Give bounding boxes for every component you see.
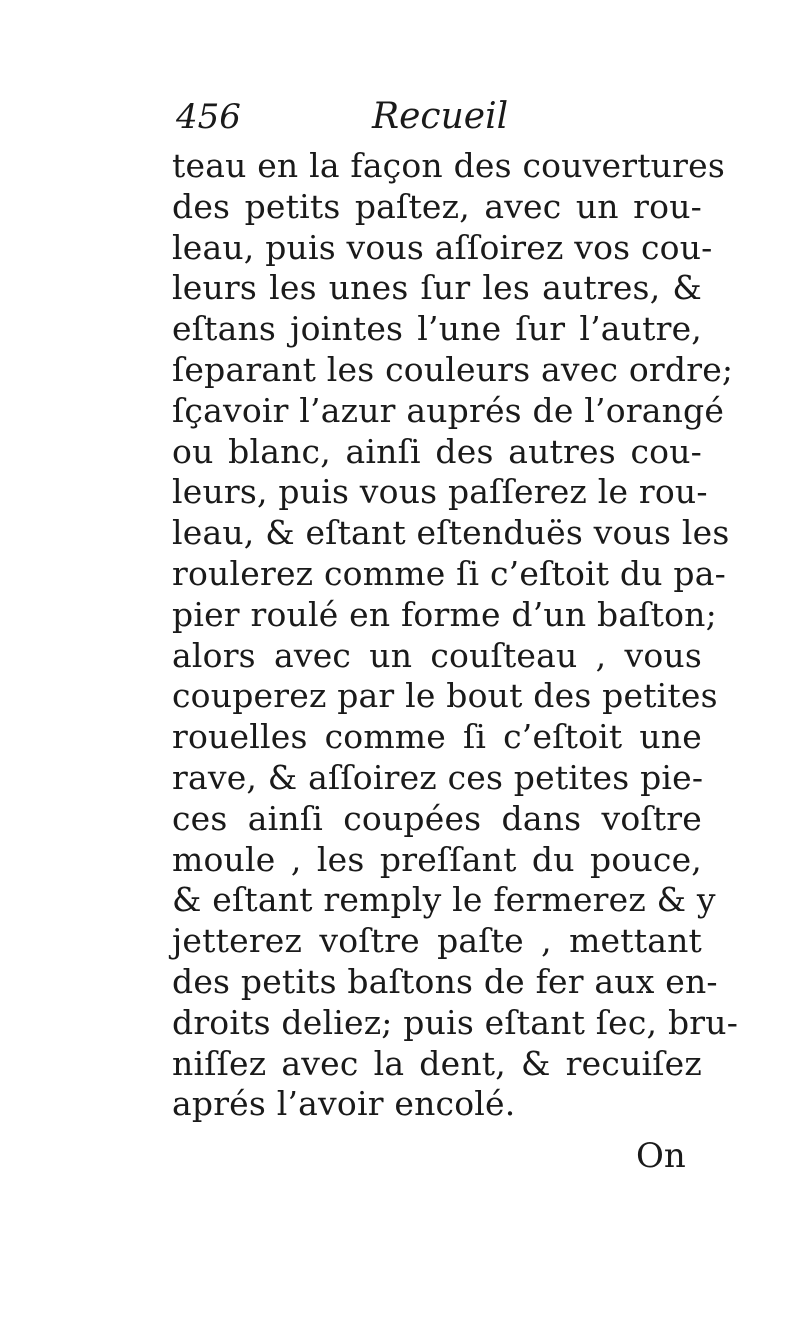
text-line: pier roulé en forme d’un baſton; bbox=[172, 594, 717, 634]
text-line: jetterez voſtre paſte , mettant bbox=[172, 921, 702, 961]
catchword: On bbox=[636, 1136, 686, 1176]
text-line: rouelles comme ſi c’eſtoit une bbox=[172, 717, 702, 757]
text-line: & eſtant remply le fermerez & y bbox=[172, 880, 716, 920]
text-line: leau, puis vous aſſoirez vos cou- bbox=[172, 227, 713, 267]
text-line: leau, & eſtant eſtenduës vous les bbox=[172, 513, 730, 553]
page-number: 456 bbox=[176, 97, 241, 137]
page-header bbox=[176, 92, 696, 142]
text-line: niſſez avec la dent, & recuiſez bbox=[172, 1043, 702, 1083]
text-line: leurs les unes ſur les autres, & bbox=[172, 268, 702, 308]
text-line: moule , les preſſant du pouce, bbox=[172, 839, 702, 879]
text-line: teau en la façon des couvertures bbox=[172, 146, 725, 185]
text-line: droits deliez; puis eſtant ſec, bru- bbox=[172, 1002, 739, 1042]
running-title: Recueil bbox=[372, 96, 509, 137]
text-line: ſçavoir l’azur auprés de l’orangé bbox=[172, 390, 725, 430]
text-line: rave, & aſſoirez ces petites pie- bbox=[172, 757, 704, 797]
text-line: aprés l’avoir encolé. bbox=[172, 1084, 516, 1124]
body-text bbox=[172, 146, 739, 1125]
text-line: ſeparant les couleurs avec ordre; bbox=[172, 349, 734, 389]
text-line: des petits baſtons de fer aux en- bbox=[172, 961, 718, 1001]
text-line: couperez par le bout des petites bbox=[172, 676, 718, 716]
text-line: leurs, puis vous paſſerez le rou- bbox=[172, 472, 708, 512]
text-line: eſtans jointes l’une ſur l’autre, bbox=[172, 309, 702, 349]
text-line: alors avec un couſteau , vous bbox=[172, 635, 702, 675]
text-line: des petits paſtez, avec un rou- bbox=[172, 186, 702, 226]
text-line: ces ainſi coupées dans voſtre bbox=[172, 798, 702, 838]
text-line: ou blanc, ainſi des autres cou- bbox=[172, 431, 702, 471]
text-line: roulerez comme ſi c’eſtoit du pa- bbox=[172, 553, 726, 593]
